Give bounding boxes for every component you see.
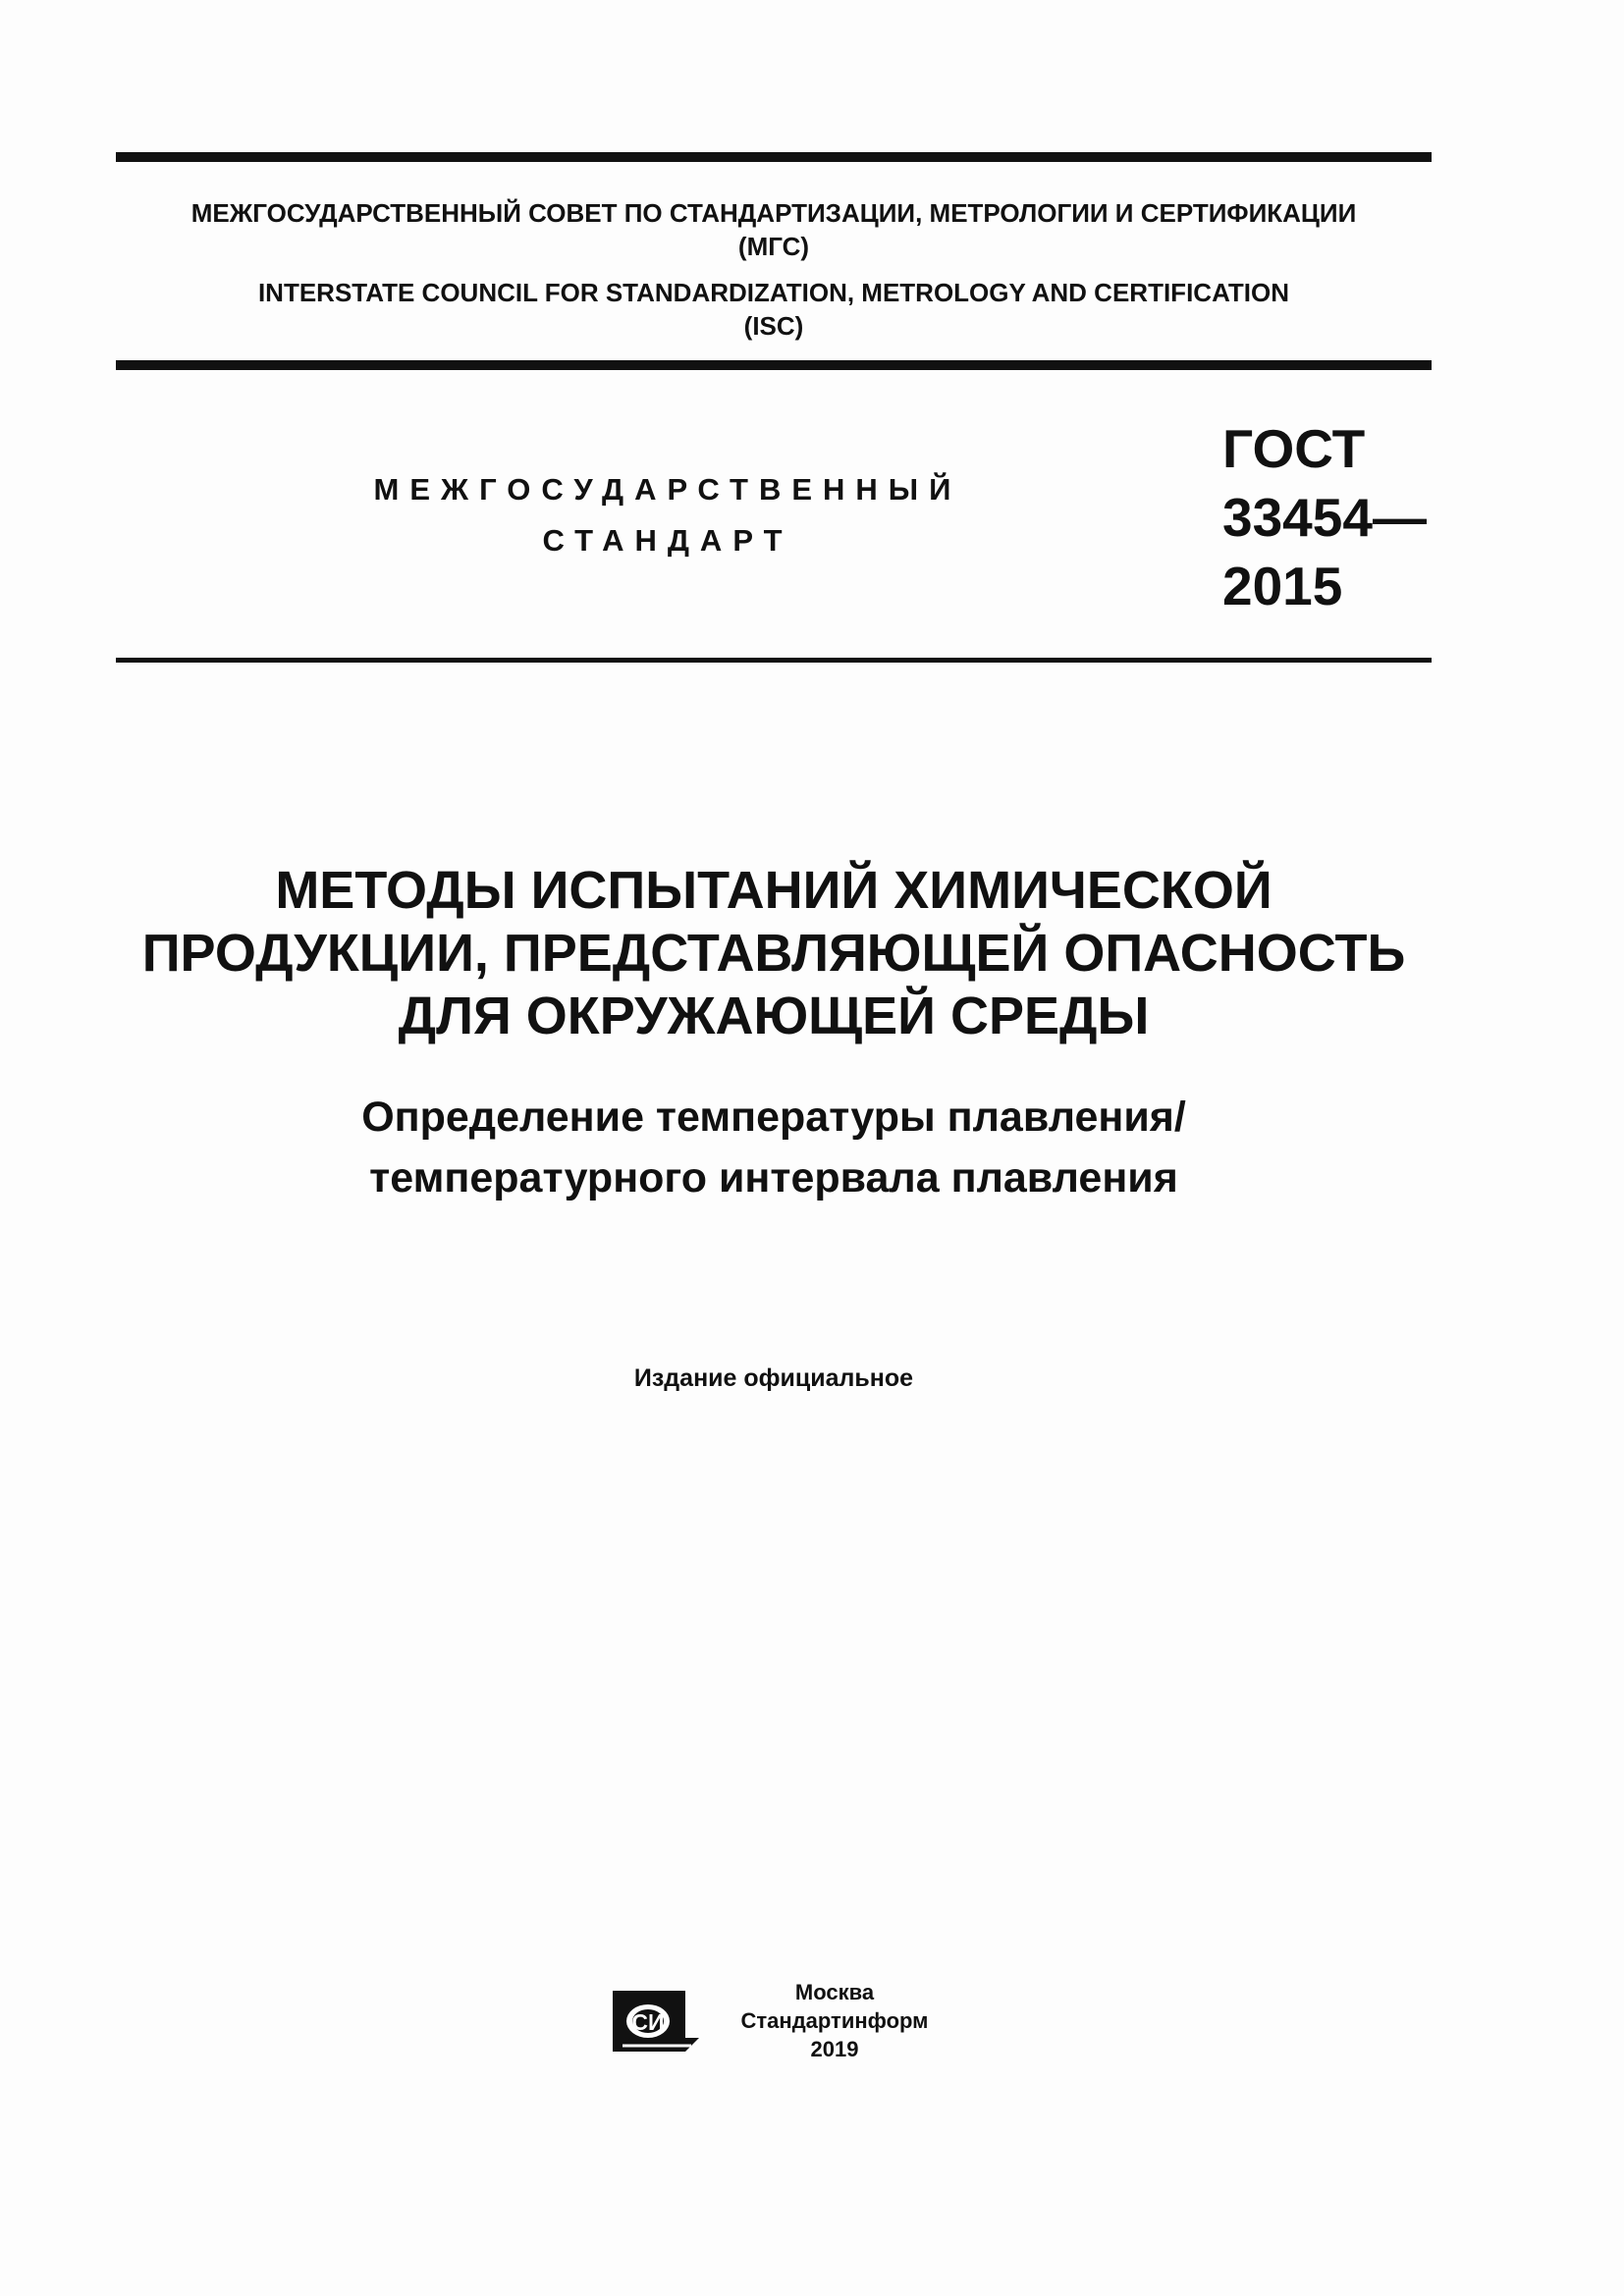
standard-type bbox=[295, 467, 1041, 563]
imprint-publisher: Стандартинформ bbox=[740, 2008, 929, 2033]
council-en-abbr: (ISC) bbox=[743, 311, 804, 341]
subtitle-line1: Определение температуры плавления/ bbox=[361, 1094, 1186, 1141]
edition-label: Издание официальное bbox=[633, 1364, 914, 1392]
council-bottom-rule bbox=[116, 360, 1432, 370]
imprint-city: Москва bbox=[794, 1980, 875, 2004]
council-header bbox=[116, 196, 1432, 343]
council-ru-name: МЕЖГОСУДАРСТВЕННЫЙ СОВЕТ ПО СТАНДАРТИЗАЦИИ, МЕТРОЛОГИИ И СЕРТИФИКАЦИИ bbox=[190, 198, 1357, 228]
header-bottom-rule bbox=[116, 658, 1432, 663]
title-line1: МЕТОДЫ ИСПЫТАНИЙ ХИМИЧЕСКОЙ bbox=[275, 861, 1272, 920]
logo-text: СИ bbox=[631, 2009, 665, 2035]
gost-number: 33454— bbox=[1222, 487, 1427, 548]
gost-designation bbox=[1222, 416, 1427, 618]
title-line2: ПРОДУКЦИИ, ПРЕДСТАВЛЯЮЩЕЙ ОПАСНОСТЬ bbox=[141, 924, 1406, 983]
gost-year: 2015 bbox=[1222, 556, 1343, 616]
top-rule bbox=[116, 152, 1432, 162]
document-title bbox=[116, 859, 1432, 1047]
subtitle-line2: температурного интервала плавления bbox=[369, 1154, 1178, 1201]
council-en-name: INTERSTATE COUNCIL FOR STANDARDIZATION, METROLOGY AND CERTIFICATION bbox=[257, 278, 1290, 307]
imprint bbox=[727, 1978, 943, 2063]
standard-type-line2: СТАНДАРТ bbox=[542, 523, 793, 558]
imprint-year: 2019 bbox=[810, 2037, 859, 2061]
standard-type-line1: МЕЖГОСУДАРСТВЕННЫЙ bbox=[373, 472, 962, 507]
document-subtitle bbox=[116, 1087, 1432, 1208]
title-line3: ДЛЯ ОКРУЖАЮЩЕЙ СРЕДЫ bbox=[398, 987, 1150, 1045]
standartinform-logo-icon bbox=[611, 1981, 703, 2057]
gost-label: ГОСТ bbox=[1222, 418, 1366, 479]
council-ru-abbr: (МГС) bbox=[737, 232, 810, 261]
